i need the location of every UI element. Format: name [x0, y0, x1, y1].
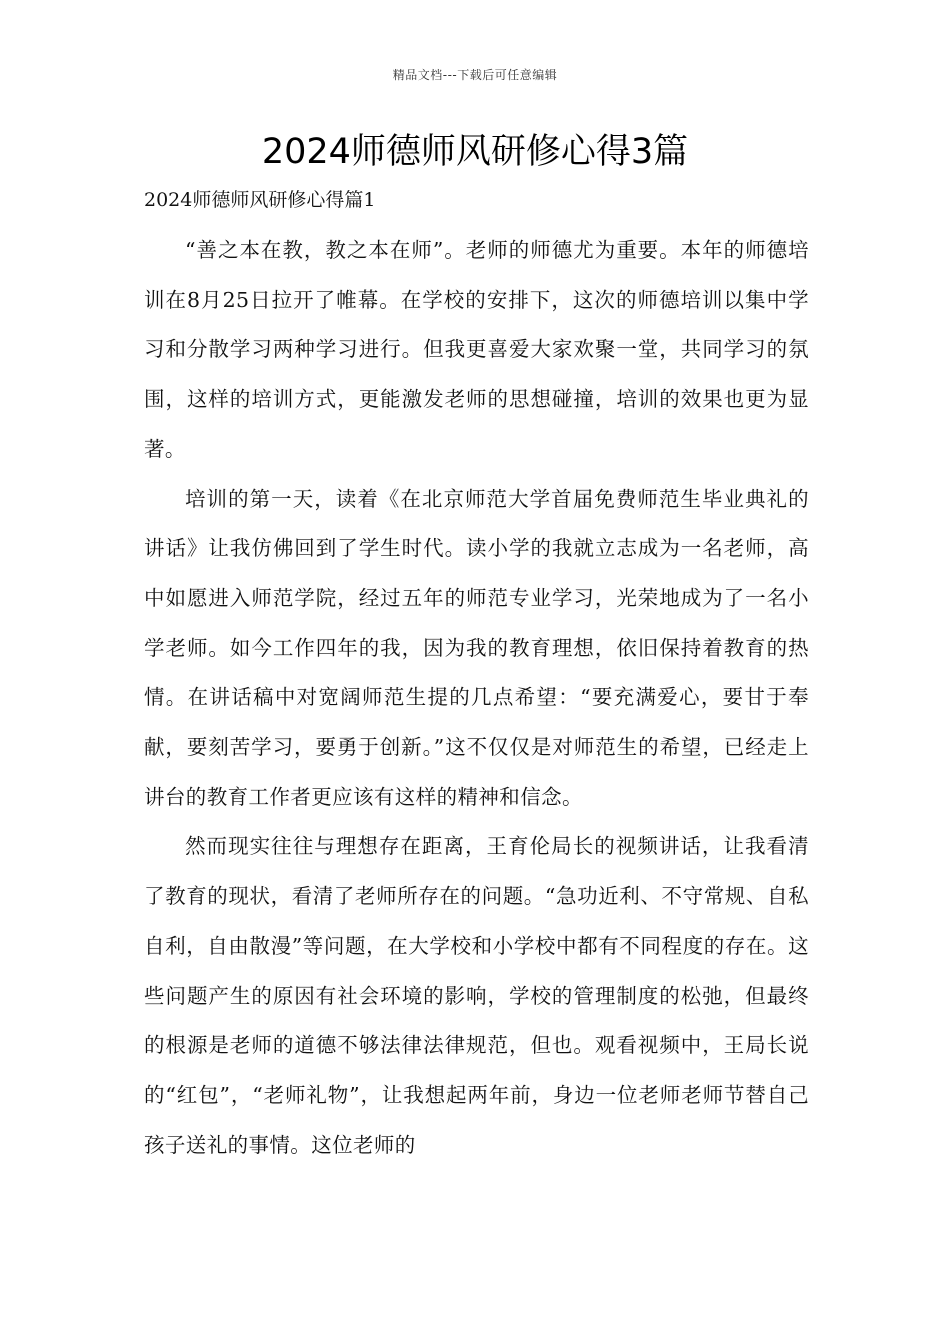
section-heading: 2024师德师风研修心得篇1	[144, 189, 376, 211]
paragraph-2: 培训的第一天，读着《在北京师范大学首届免费师范生毕业典礼的讲话》让我仿佛回到了学生时代。读小学的我就立志成为一名老师，高中如愿进入师范学院，经过五年的师范专业学习，光荣地成为了一名小学老师。如今工作四年的我，因为我的教育理想，依旧保持着教育的热情。在讲话稿中对宽阔师范生提的几点希望：“要充满爱心，要甘于奉献，要刻苦学习，要勇于创新。”这不仅仅是对师范生的希望，已经走上讲台的教育工作者更应该有这样的精神和信念。	[144, 486, 809, 809]
paragraph-1: “善之本在教，教之本在师”。老师的师德尤为重要。本年的师德培训在8月25日拉开了帷幕。在学校的安排下，这次的师德培训以集中学习和分散学习两种学习进行。但我更喜爱大家欢聚一堂，共同学习的氛围，这样的培训方式，更能激发老师的思想碰撞，培训的效果也更为显著。	[144, 238, 809, 461]
body-text	[144, 226, 809, 1170]
document-title: 2024师德师风研修心得3篇	[261, 132, 689, 172]
header-note: 精品文档---下载后可任意编辑	[392, 68, 558, 82]
paragraph-3: 然而现实往往与理想存在距离，王育伦局长的视频讲话，让我看清了教育的现状，看清了老师所存在的问题。“急功近利、不守常规、自私自利，自由散漫”等问题，在大学校和小学校中都有不同程度的存在。这些问题产生的原因有社会环境的影响，学校的管理制度的松弛，但最终的根源是老师的道德不够法律法律规范，但也。观看视频中，王局长说的“红包”，“老师礼物”，让我想起两年前，身边一位老师老师节替自己孩子送礼的事情。这位老师的	[144, 834, 809, 1157]
